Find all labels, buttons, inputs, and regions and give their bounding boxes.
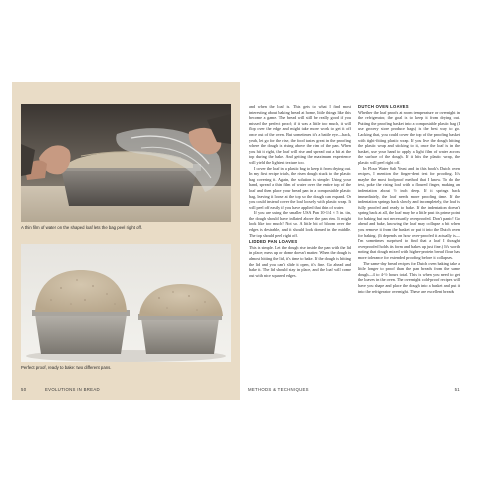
- text-column: [358, 104, 460, 294]
- photo-caption: A thin film of water on the shaped loaf lets the bag peel right off.: [21, 225, 143, 230]
- running-title: METHODS & TECHNIQUES: [248, 387, 309, 392]
- text-column: [249, 104, 351, 278]
- right-page: [240, 82, 468, 400]
- body-paragraph: Whether the loaf proofs at room temperature or overnight in the refrigerator, the goal is to keep it from drying out. Putting the proofing basket into a compostable plastic bag (I use grocery store produce bags) is the best way to go. Lacking that, you could cover the top of the proofing basket with tight-fitting plastic wrap. If you live the dough hitting the plastic wrap and sticking to it, once the loaf is in the basket, use your hand to apply a light film of water across the surface of the dough. If it hits the plastic wrap, the plastic will peel right off.: [358, 109, 460, 165]
- running-title: EVOLUTIONS IN BREAD: [45, 387, 100, 392]
- page-number: 50: [21, 387, 27, 392]
- body-paragraph: I cover the loaf in a plastic bag to keep it from drying out. In my first recipe trials, the risen dough stuck to the plastic bag covering it. Again, the solution is simple: Using your hand, spread a thin film of water over the entire top of the loaf and then place your bread pan in a compostable plastic bag, leaving it loose at the top so the dough can expand. Or you could instead cover the loaf loosely with plastic wrap. It will peel off easily if you have applied that thin of water.: [249, 165, 351, 210]
- body-paragraph: The same-day bread recipes for Dutch oven baking take a little longer to proof than the pan breads from the same dough—4 to 4-½ hours total. This is when you need to get the loaves in the oven. The overnight cold-proof recipes will have you shape and place the dough into a basket and put it into the refrigerator overnight. These are excellent breads: [358, 260, 460, 294]
- body-paragraph: In Flour Water Salt Yeast and in this book's Dutch oven recipes, I mention the finger-dent test for proofing. It's maybe the most foolproof method that I know. To do the test, poke the rising loaf with a floured finger, making an indentation about ½ inch deep. If it springs back immediately, the loaf needs more proofing time. If the indentation springs back slowly and incompletely, the loaf is fully proofed and ready to bake. If the indentation doesn't spring back at all, the loaf may be a little past its prime point for baking but not necessarily overproofed. Don't panic! Go ahead and bake, knowing the loaf may collapse a bit when you remove it from the basket or put it into the Dutch oven for baking. (It depends on how over-proofed it actually is—I'm sometimes surprised to find that a loaf I thought overproofed holds its form and bakes up just fine.) It's worth noting that dough mixed with higher-protein bread flour has more tolerance for extended proofing before it collapses.: [358, 165, 460, 261]
- body-paragraph: This is simple. Let the dough rise inside the pan with the lid in place; mess up or dome doesn't matter. When the dough is almost hitting the lid, it's time to bake. If the dough is hitting the lid and you can't slide it open, it's fine. Go ahead and bake it. The lid should stay in place, and the loaf will come out with nice squared edges.: [249, 244, 351, 278]
- body-paragraph: If you are using the smaller USA Pan 10-1/4 × 5 in. tin, the dough should have inflated above the pan rim. It might look like too much! Not so. A little bit of bloom over the edges is desirable, and it should look domed in the middle. The top should peel right off.: [249, 210, 351, 238]
- page-number: 51: [454, 387, 460, 392]
- photo-bag-peeling: [21, 104, 231, 222]
- bread-in-bag-image: [21, 104, 231, 222]
- left-page: [12, 82, 240, 400]
- photo-proofed-loaves: [21, 244, 231, 362]
- body-paragraph: and when the loaf is. This gets to what I find most interesting about baking bread at home, little things like this become a game. The bread will still be really good if you missed the perfect proof; if it was a little too much, it will flop over the edge and might take more work to get it off once out of the oven. But sometimes it's a battle eye—back, yeah, let go for the rise, the food tastes great in the proofing where the dough is rising above the rim of the pan. When you hit it right, the loaf will rise and spread out a bit at the top during the bake. And getting the maximum experience will yield the lightest texture too.: [249, 104, 351, 165]
- section-heading: DUTCH OVEN LOAVES: [358, 104, 409, 109]
- photo-caption: Perfect proof, ready to bake: two different pans.: [21, 365, 112, 370]
- section-heading: LIDDED PAN LOAVES: [249, 239, 298, 245]
- two-loaves-image: [21, 244, 231, 362]
